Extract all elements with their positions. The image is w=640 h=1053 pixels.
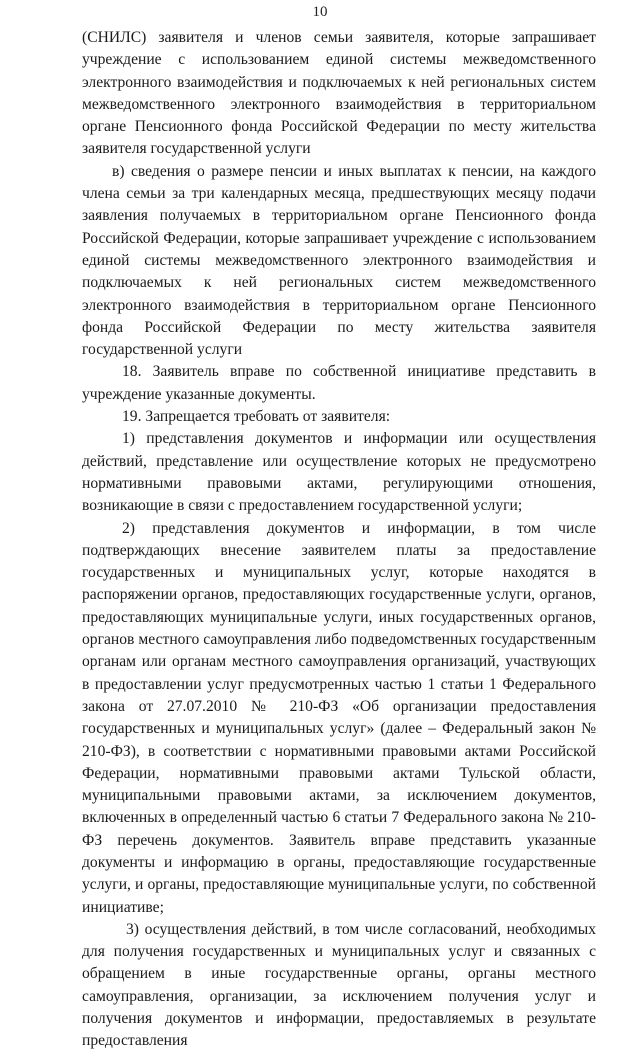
paragraph-item-19: 19. Запрещается требовать от заявителя: bbox=[122, 408, 391, 426]
document-body bbox=[82, 27, 596, 1053]
page-number: 10 bbox=[312, 4, 328, 20]
paragraph-subitem-2: 2) представления документов и информации, в том числе подтверждающих внесение заявителем платы за предоставление государственных и муниципальных услуг, которые находятся в распоряжении органов, предоставляющих государственные услуги, органов, предоставляющих муниципальные услуги, иных государственных органов, органов местного самоуправления либо подведомственных государственным органам или органам местного самоуправления организаций, участвующих в предоставлении услуг предусмотренных частью 1 статьи 1 Федерального закона от 27.07.2010 № 210-ФЗ «Об организации предоставления государственных и муниципальных услуг» (далее – Федеральный закон № 210-ФЗ), в соответствии с нормативными правовыми актами Российской Федерации, нормативными правовыми актами Тульской области, муниципальными правовыми актами, за исключением документов, включенных в определенный частью 6 статьи 7 Федерального закона № 210-ФЗ перечень документов. Заявитель вправе представить указанные документы и информацию в органы, предоставляющие государственные услуги, и органы, предоставляющие муниципальные услуги, по собственной инициативе; bbox=[82, 519, 596, 916]
paragraph-pension-info: в) сведения о размере пенсии и иных выплатах к пенсии, на каждого члена семьи за три календарных месяца, предшествующих месяцу подачи заявления получаемых в территориальном органе Пенсионного фонда Российской Федерации, которые запрашивает учреждение с использованием единой системы межведомственного электронного взаимодействия и подключаемых к ней региональных систем межведомственного электронного взаимодействия в территориальном органе Пенсионного фонда Российской Федерации по месту жительства заявителя государственной услуги bbox=[82, 162, 596, 359]
paragraph-snils: (СНИЛС) заявителя и членов семьи заявителя, которые запрашивает учреждение с использованием единой системы межведомственного электронного взаимодействия и подключаемых к ней региональных систем межведомственного электронного взаимодействия в территориальном органе Пенсионного фонда Российской Федерации по месту жительства заявителя государственной услуги bbox=[82, 29, 596, 158]
paragraph-subitem-3: 3) осуществления действий, в том числе согласований, необходимых для получения государственных и муниципальных услуг и связанных с обращением в иные государственные органы, органы местного самоуправления, организации, за исключением получения услуг и получения документов и информации, предоставляемых в результате предоставления bbox=[82, 920, 596, 1050]
paragraph-item-18: 18. Заявитель вправе по собственной инициативе представить в учреждение указанные документы. bbox=[82, 363, 596, 403]
paragraph-subitem-1: 1) представления документов и информации или осуществления действий, представление или осуществление которых не предусмотрено нормативными правовыми актами, регулирующими отношения, возникающие в связи с предоставлением государственной услуги; bbox=[82, 430, 596, 515]
